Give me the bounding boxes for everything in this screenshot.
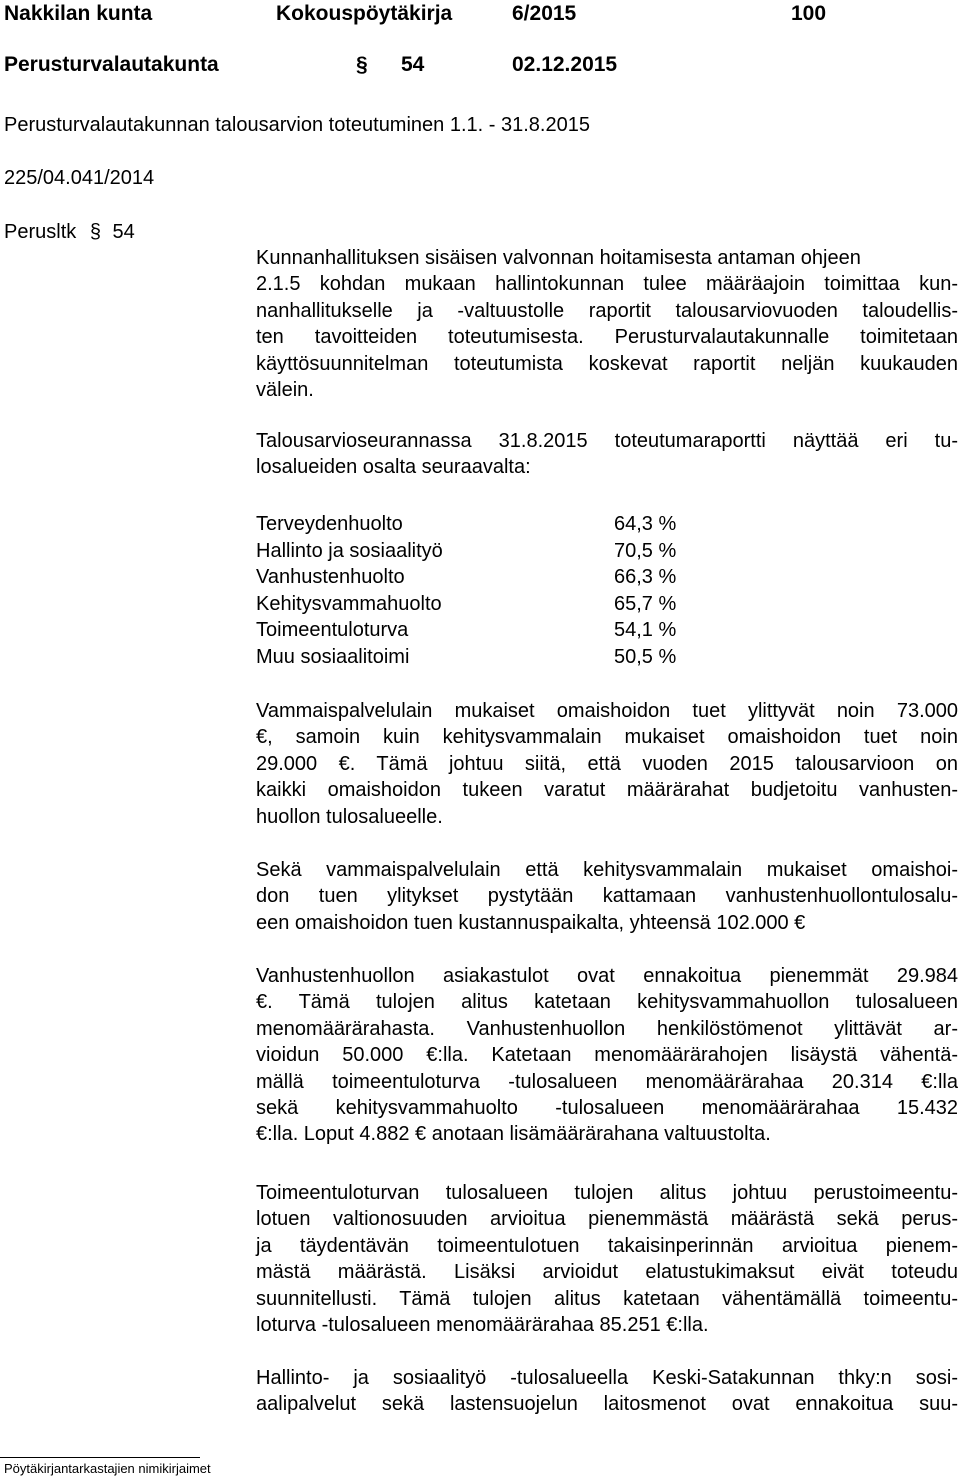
results-table <box>256 511 958 670</box>
text-line: een omaishoidon tuen kustannuspaikalta, yhteensä 102.000 € <box>256 911 806 934</box>
text-line: välein. <box>256 379 314 402</box>
row-label: Kehitysvammahuolto <box>256 592 442 615</box>
text-line: aalipalvelut sekä lastensuojelun laitosmenot ovat ennakoitua suu- <box>256 1393 958 1416</box>
section-number: 54 <box>401 53 425 76</box>
table-row <box>256 617 958 644</box>
text-line: suunnitellusti. Tämä tulojen alitus katetaan vähentämällä toimeentu- <box>256 1287 958 1310</box>
row-value: 50,5 % <box>614 645 677 668</box>
text-line: nanhallitukselle ja -valtuustolle raportit talousarviovuoden taloudellis- <box>256 299 958 322</box>
subject-title: Perusturvalautakunnan talousarvion toteutuminen 1.1. - 31.8.2015 <box>4 114 590 136</box>
text-line: €. Tämä tulojen alitus katetaan kehitysvammahuollon tulosalueen <box>256 991 958 1014</box>
paragraph-5 <box>256 963 958 1148</box>
paragraph-3 <box>256 698 958 830</box>
text-line: ja täydentävän toimeentulotuen takaisinperinnän arvioitua pienem- <box>256 1234 958 1257</box>
row-label: Vanhustenhuolto <box>256 566 405 588</box>
reference-number: 54 <box>112 221 135 243</box>
text-line: sekä kehitysvammahuolto -tulosalueen menomäärärahaa 15.432 <box>256 1097 958 1120</box>
table-row <box>256 538 958 565</box>
text-line: mästä määrästä. Lisäksi arvioidut elatustukimaksut eivät toteudu <box>256 1261 958 1284</box>
text-line: loturva -tulosalueen menomäärärahaa 85.251 €:lla. <box>256 1314 709 1337</box>
text-line: don tuen ylitykset pystytään kattamaan vanhustenhuollontulosalu- <box>256 885 958 908</box>
table-row <box>256 511 958 538</box>
text-line: Vanhustenhuollon asiakastulot ovat ennakoitua pienemmät 29.984 <box>256 965 958 987</box>
document-number: 6/2015 <box>512 2 577 25</box>
table-row <box>256 564 958 591</box>
table-row <box>256 591 958 618</box>
text-line: lotuen valtionosuuden arvioitua pienemmästä määrästä sekä perus- <box>256 1208 958 1231</box>
paragraph-4 <box>256 857 958 936</box>
row-value: 54,1 % <box>614 619 677 641</box>
row-label: Muu sosiaalitoimi <box>256 645 410 668</box>
document-type: Kokouspöytäkirja <box>276 2 453 25</box>
reference-label <box>4 220 135 244</box>
footer-initials-label: Pöytäkirjantarkastajien nimikirjaimet <box>4 1461 211 1476</box>
text-line: kaikki omaishoidon tukeen varatut määrärahat budjetoitu vanhusten- <box>256 779 958 802</box>
municipality-name: Nakkilan kunta <box>4 2 153 25</box>
paragraph-1 <box>256 245 958 403</box>
text-line: losalueiden osalta seuraavalta: <box>256 456 531 479</box>
row-label: Hallinto ja sosiaalityö <box>256 539 443 562</box>
row-value: 65,7 % <box>614 592 677 615</box>
table-row <box>256 644 958 671</box>
text-line: käyttösuunnitelman toteutumista koskevat raportit neljän kuukauden <box>256 352 958 375</box>
board-name: Perusturvalautakunta <box>4 53 219 76</box>
text-line: 2.1.5 kohdan mukaan hallintokunnan tulee määräajoin toimittaa kun- <box>256 273 958 296</box>
page-number: 100 <box>791 2 827 25</box>
text-line: mällä toimeentuloturva -tulosalueen menomäärärahaa 20.314 €:lla <box>256 1070 958 1093</box>
paragraph-2 <box>256 428 958 481</box>
text-line: Sekä vammaispalvelulain että kehitysvammalain mukaiset omaishoi- <box>256 859 958 881</box>
text-line: vioidun 50.000 €:lla. Katetaan menomäärärahojen lisäystä vähentä- <box>256 1044 958 1067</box>
text-line: Kunnanhallituksen sisäisen valvonnan hoitamisesta antaman ohjeen <box>256 247 861 269</box>
text-line: huollon tulosalueelle. <box>256 805 443 828</box>
text-line: 29.000 €. Tämä johtuu siitä, että vuoden 2015 talousarvioon on <box>256 752 958 775</box>
row-label: Terveydenhuolto <box>256 513 403 535</box>
record-id: 225/04.041/2014 <box>4 167 155 189</box>
text-line: Hallinto- ja sosiaalityö -tulosalueella Keski-Satakunnan thky:n sosi- <box>256 1367 958 1389</box>
footer-divider <box>0 1457 200 1458</box>
row-value: 66,3 % <box>614 566 677 588</box>
reference-body: Perusltk <box>4 221 77 243</box>
text-line: €:lla. Loput 4.882 € anotaan lisämäärärahana valtuustolta. <box>256 1123 771 1146</box>
text-line: Toimeentuloturvan tulosalueen tulojen alitus johtuu perustoimeentu- <box>256 1182 958 1204</box>
reference-section-mark: § <box>89 221 101 243</box>
text-line: Vammaispalvelulain mukaiset omaishoidon tuet ylittyvät noin 73.000 <box>256 700 958 722</box>
text-line: Talousarvioseurannassa 31.8.2015 toteutumaraportti näyttää eri tu- <box>256 430 958 452</box>
row-value: 64,3 % <box>614 513 677 535</box>
text-line: €, samoin kuin kehitysvammalain mukaiset omaishoidon tuet noin <box>256 726 958 749</box>
section-mark: § <box>356 53 368 76</box>
row-label: Toimeentuloturva <box>256 619 409 641</box>
text-line: menomäärärahasta. Vanhustenhuollon henkilöstömenot ylittävät ar- <box>256 1017 958 1040</box>
paragraph-7 <box>256 1365 958 1418</box>
meeting-date: 02.12.2015 <box>512 53 618 76</box>
text-line: ten tavoitteiden toteutumisesta. Perusturvalautakunnalle toimitetaan <box>256 326 958 349</box>
paragraph-6 <box>256 1180 958 1338</box>
row-value: 70,5 % <box>614 539 677 562</box>
